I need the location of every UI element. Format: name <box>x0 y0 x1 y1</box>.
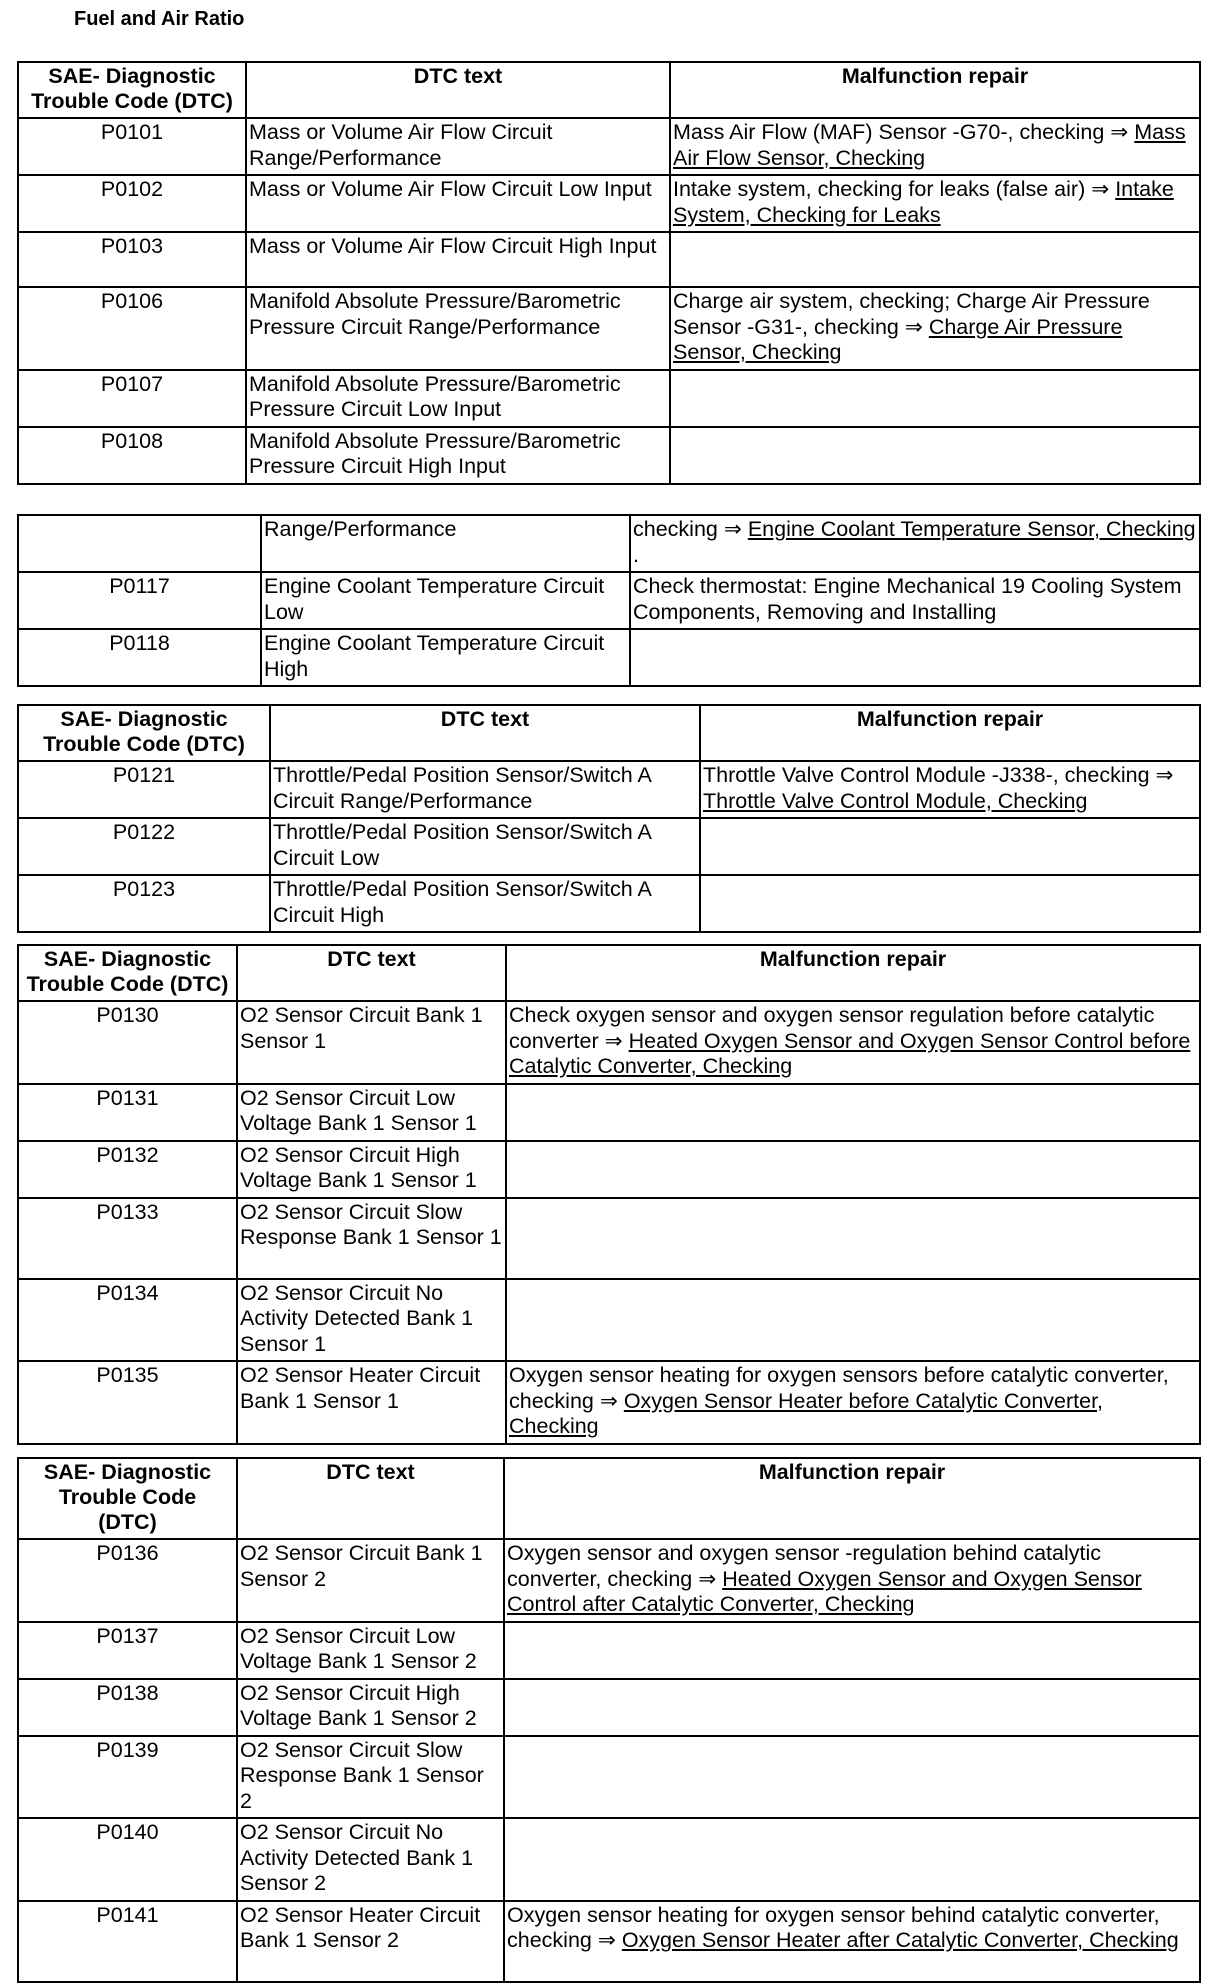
malfunction-repair <box>504 1679 1200 1736</box>
dtc-text: O2 Sensor Circuit Low Voltage Bank 1 Sensor 1 <box>237 1084 506 1141</box>
dtc-code: P0140 <box>18 1818 237 1901</box>
dtc-code: P0101 <box>18 118 246 175</box>
dtc-code: P0106 <box>18 287 246 370</box>
malfunction-repair <box>506 1279 1200 1362</box>
malfunction-repair <box>506 1141 1200 1198</box>
dtc-text: Throttle/Pedal Position Sensor/Switch A Circuit High <box>270 875 700 932</box>
header-dtc-code <box>18 1458 237 1539</box>
table-row <box>18 1622 1200 1679</box>
table-row <box>18 1736 1200 1819</box>
dtc-text: O2 Sensor Circuit Slow Response Bank 1 Sensor 1 <box>237 1198 506 1279</box>
malfunction-repair <box>506 1198 1200 1279</box>
table-row <box>18 1901 1200 1982</box>
table-row <box>18 629 1200 686</box>
dtc-table-coolant <box>17 514 1201 687</box>
dtc-text: O2 Sensor Circuit High Voltage Bank 1 Sensor 1 <box>237 1141 506 1198</box>
dtc-text: O2 Sensor Circuit Low Voltage Bank 1 Sensor 2 <box>237 1622 504 1679</box>
table-header-row <box>18 62 1200 118</box>
repair-text: Throttle Valve Control Module -J338-, checking ⇒ <box>703 763 1174 787</box>
repair-link-o2-heater-before-cat[interactable]: Oxygen Sensor Heater before Catalytic Converter, Checking <box>509 1388 1104 1438</box>
dtc-code: P0131 <box>18 1084 237 1141</box>
repair-link-heated-o2-after-cat[interactable]: Heated Oxygen Sensor and Oxygen Sensor Control after Catalytic Converter, Checking <box>507 1566 1142 1616</box>
header-dtc-code <box>18 62 246 118</box>
malfunction-repair <box>504 1901 1200 1982</box>
dtc-code: P0102 <box>18 175 246 232</box>
header-dtc-code-line2: Trouble Code (DTC) <box>31 89 233 113</box>
malfunction-repair <box>504 1622 1200 1679</box>
malfunction-repair <box>630 629 1200 686</box>
table-row <box>18 175 1200 232</box>
table-row <box>18 875 1200 932</box>
repair-text: checking ⇒ <box>633 517 748 541</box>
dtc-text: Engine Coolant Temperature Circuit Low <box>261 572 630 629</box>
dtc-text: O2 Sensor Circuit No Activity Detected Bank 1 Sensor 1 <box>237 1279 506 1362</box>
malfunction-repair <box>700 875 1200 932</box>
dtc-text: O2 Sensor Circuit No Activity Detected Bank 1 Sensor 2 <box>237 1818 504 1901</box>
dtc-text: Range/Performance <box>261 515 630 572</box>
dtc-text: O2 Sensor Circuit Slow Response Bank 1 Sensor 2 <box>237 1736 504 1819</box>
table-row <box>18 427 1200 484</box>
dtc-text: Mass or Volume Air Flow Circuit High Input <box>246 232 670 287</box>
dtc-text: Throttle/Pedal Position Sensor/Switch A Circuit Range/Performance <box>270 761 700 818</box>
header-malfunction-repair: Malfunction repair <box>700 705 1200 761</box>
table-row <box>18 1361 1200 1444</box>
dtc-code: P0136 <box>18 1539 237 1622</box>
dtc-code: P0135 <box>18 1361 237 1444</box>
dtc-code: P0130 <box>18 1001 237 1084</box>
table-row <box>18 1818 1200 1901</box>
repair-text: Mass Air Flow (MAF) Sensor -G70-, checking ⇒ <box>673 120 1135 144</box>
table-row <box>18 761 1200 818</box>
header-dtc-text: DTC text <box>246 62 670 118</box>
malfunction-repair <box>670 287 1200 370</box>
repair-link-coolant-sensor[interactable]: Engine Coolant Temperature Sensor, Checking <box>747 517 1196 541</box>
header-dtc-code-line1: SAE- Diagnostic <box>43 947 212 971</box>
dtc-table-o2-sensor-2 <box>17 1457 1201 1983</box>
table-row <box>18 818 1200 875</box>
dtc-code: P0133 <box>18 1198 237 1279</box>
dtc-text: O2 Sensor Circuit High Voltage Bank 1 Sensor 2 <box>237 1679 504 1736</box>
table-row <box>18 232 1200 287</box>
dtc-code: P0121 <box>18 761 270 818</box>
table-header-row <box>18 945 1200 1001</box>
dtc-text: Throttle/Pedal Position Sensor/Switch A Circuit Low <box>270 818 700 875</box>
header-dtc-text: DTC text <box>270 705 700 761</box>
header-dtc-code-line1: SAE- Diagnostic <box>43 1460 212 1484</box>
table-row <box>18 1001 1200 1084</box>
malfunction-repair <box>670 427 1200 484</box>
repair-link-o2-heater-after-cat[interactable]: Oxygen Sensor Heater after Catalytic Converter, Checking <box>621 1928 1179 1952</box>
header-dtc-code-line1: SAE- Diagnostic <box>48 64 216 88</box>
header-dtc-code-line3: (DTC) <box>98 1510 157 1534</box>
dtc-code: P0137 <box>18 1622 237 1679</box>
table-row <box>18 370 1200 427</box>
malfunction-repair <box>630 515 1200 572</box>
table-row <box>18 1679 1200 1736</box>
header-dtc-code-line2: Trouble Code <box>58 1485 197 1509</box>
malfunction-repair <box>506 1001 1200 1084</box>
repair-link-intake-leaks[interactable]: Intake System, Checking for Leaks <box>673 177 1174 227</box>
dtc-code: P0107 <box>18 370 246 427</box>
repair-suffix: . <box>633 542 639 567</box>
table-row <box>18 1141 1200 1198</box>
table-row <box>18 287 1200 370</box>
table-row <box>18 1539 1200 1622</box>
malfunction-repair <box>670 370 1200 427</box>
dtc-code: P0134 <box>18 1279 237 1362</box>
header-malfunction-repair: Malfunction repair <box>670 62 1200 118</box>
dtc-table-throttle <box>17 704 1201 933</box>
dtc-text: O2 Sensor Heater Circuit Bank 1 Sensor 2 <box>237 1901 504 1982</box>
repair-text: Intake system, checking for leaks (false air) ⇒ <box>673 177 1116 201</box>
table-header-row <box>18 705 1200 761</box>
table-header-row <box>18 1458 1200 1539</box>
malfunction-repair <box>506 1084 1200 1141</box>
dtc-code: P0139 <box>18 1736 237 1819</box>
dtc-text: O2 Sensor Heater Circuit Bank 1 Sensor 1 <box>237 1361 506 1444</box>
page-title: Fuel and Air Ratio <box>74 8 245 30</box>
malfunction-repair: Check thermostat: Engine Mechanical 19 Cooling System Components, Removing and Installing <box>630 572 1200 629</box>
dtc-text: Manifold Absolute Pressure/Barometric Pressure Circuit High Input <box>246 427 670 484</box>
dtc-text: Engine Coolant Temperature Circuit High <box>261 629 630 686</box>
repair-link-heated-o2-before-cat[interactable]: Heated Oxygen Sensor and Oxygen Sensor Control before Catalytic Converter, Checking <box>509 1028 1191 1078</box>
repair-text: Check oxygen sensor and oxygen sensor regulation before catalytic converter ⇒ <box>509 1003 1155 1053</box>
dtc-code <box>18 515 261 572</box>
malfunction-repair <box>700 761 1200 818</box>
header-dtc-code-line2: Trouble Code (DTC) <box>26 972 229 996</box>
malfunction-repair <box>670 175 1200 232</box>
header-dtc-code-line2: Trouble Code (DTC) <box>43 732 245 756</box>
malfunction-repair <box>504 1539 1200 1622</box>
table-row <box>18 118 1200 175</box>
malfunction-repair <box>506 1361 1200 1444</box>
dtc-code: P0118 <box>18 629 261 686</box>
table-row <box>18 1279 1200 1362</box>
header-dtc-code <box>18 945 237 1001</box>
dtc-code: P0108 <box>18 427 246 484</box>
dtc-code: P0122 <box>18 818 270 875</box>
header-dtc-code <box>18 705 270 761</box>
malfunction-repair <box>700 818 1200 875</box>
table-row <box>18 572 1200 629</box>
dtc-text: Mass or Volume Air Flow Circuit Range/Performance <box>246 118 670 175</box>
header-dtc-code-line1: SAE- Diagnostic <box>60 707 228 731</box>
dtc-code: P0141 <box>18 1901 237 1982</box>
dtc-text: O2 Sensor Circuit Bank 1 Sensor 1 <box>237 1001 506 1084</box>
dtc-code: P0123 <box>18 875 270 932</box>
dtc-code: P0132 <box>18 1141 237 1198</box>
repair-text: Oxygen sensor and oxygen sensor -regulation behind catalytic converter, checking ⇒ <box>507 1541 1101 1591</box>
repair-text: Oxygen sensor heating for oxygen sensor behind catalytic converter, checking ⇒ <box>507 1902 1160 1952</box>
dtc-table-o2-sensor-1 <box>17 944 1201 1445</box>
dtc-text: Manifold Absolute Pressure/Barometric Pressure Circuit Range/Performance <box>246 287 670 370</box>
header-dtc-text: DTC text <box>237 945 506 1001</box>
malfunction-repair <box>504 1818 1200 1901</box>
repair-link-charge-air-sensor[interactable]: Charge Air Pressure Sensor, Checking <box>673 314 1123 364</box>
header-malfunction-repair: Malfunction repair <box>506 945 1200 1001</box>
repair-link-maf-sensor[interactable]: Mass Air Flow Sensor, Checking <box>673 120 1186 170</box>
table-row <box>18 1198 1200 1279</box>
dtc-code: P0103 <box>18 232 246 287</box>
header-malfunction-repair: Malfunction repair <box>504 1458 1200 1539</box>
dtc-code: P0117 <box>18 572 261 629</box>
dtc-text: O2 Sensor Circuit Bank 1 Sensor 2 <box>237 1539 504 1622</box>
repair-link-throttle-module[interactable]: Throttle Valve Control Module, Checking <box>703 788 1088 813</box>
dtc-code: P0138 <box>18 1679 237 1736</box>
dtc-table-maf-map <box>17 61 1201 485</box>
malfunction-repair <box>504 1736 1200 1819</box>
table-row <box>18 1084 1200 1141</box>
dtc-text: Manifold Absolute Pressure/Barometric Pressure Circuit Low Input <box>246 370 670 427</box>
malfunction-repair <box>670 118 1200 175</box>
table-row <box>18 515 1200 572</box>
dtc-text: Mass or Volume Air Flow Circuit Low Input <box>246 175 670 232</box>
header-dtc-text: DTC text <box>237 1458 504 1539</box>
repair-text: Charge air system, checking; Charge Air Pressure Sensor -G31-, checking ⇒ <box>673 289 1150 339</box>
repair-text: Oxygen sensor heating for oxygen sensors before catalytic converter, checking ⇒ <box>509 1363 1169 1413</box>
malfunction-repair <box>670 232 1200 287</box>
